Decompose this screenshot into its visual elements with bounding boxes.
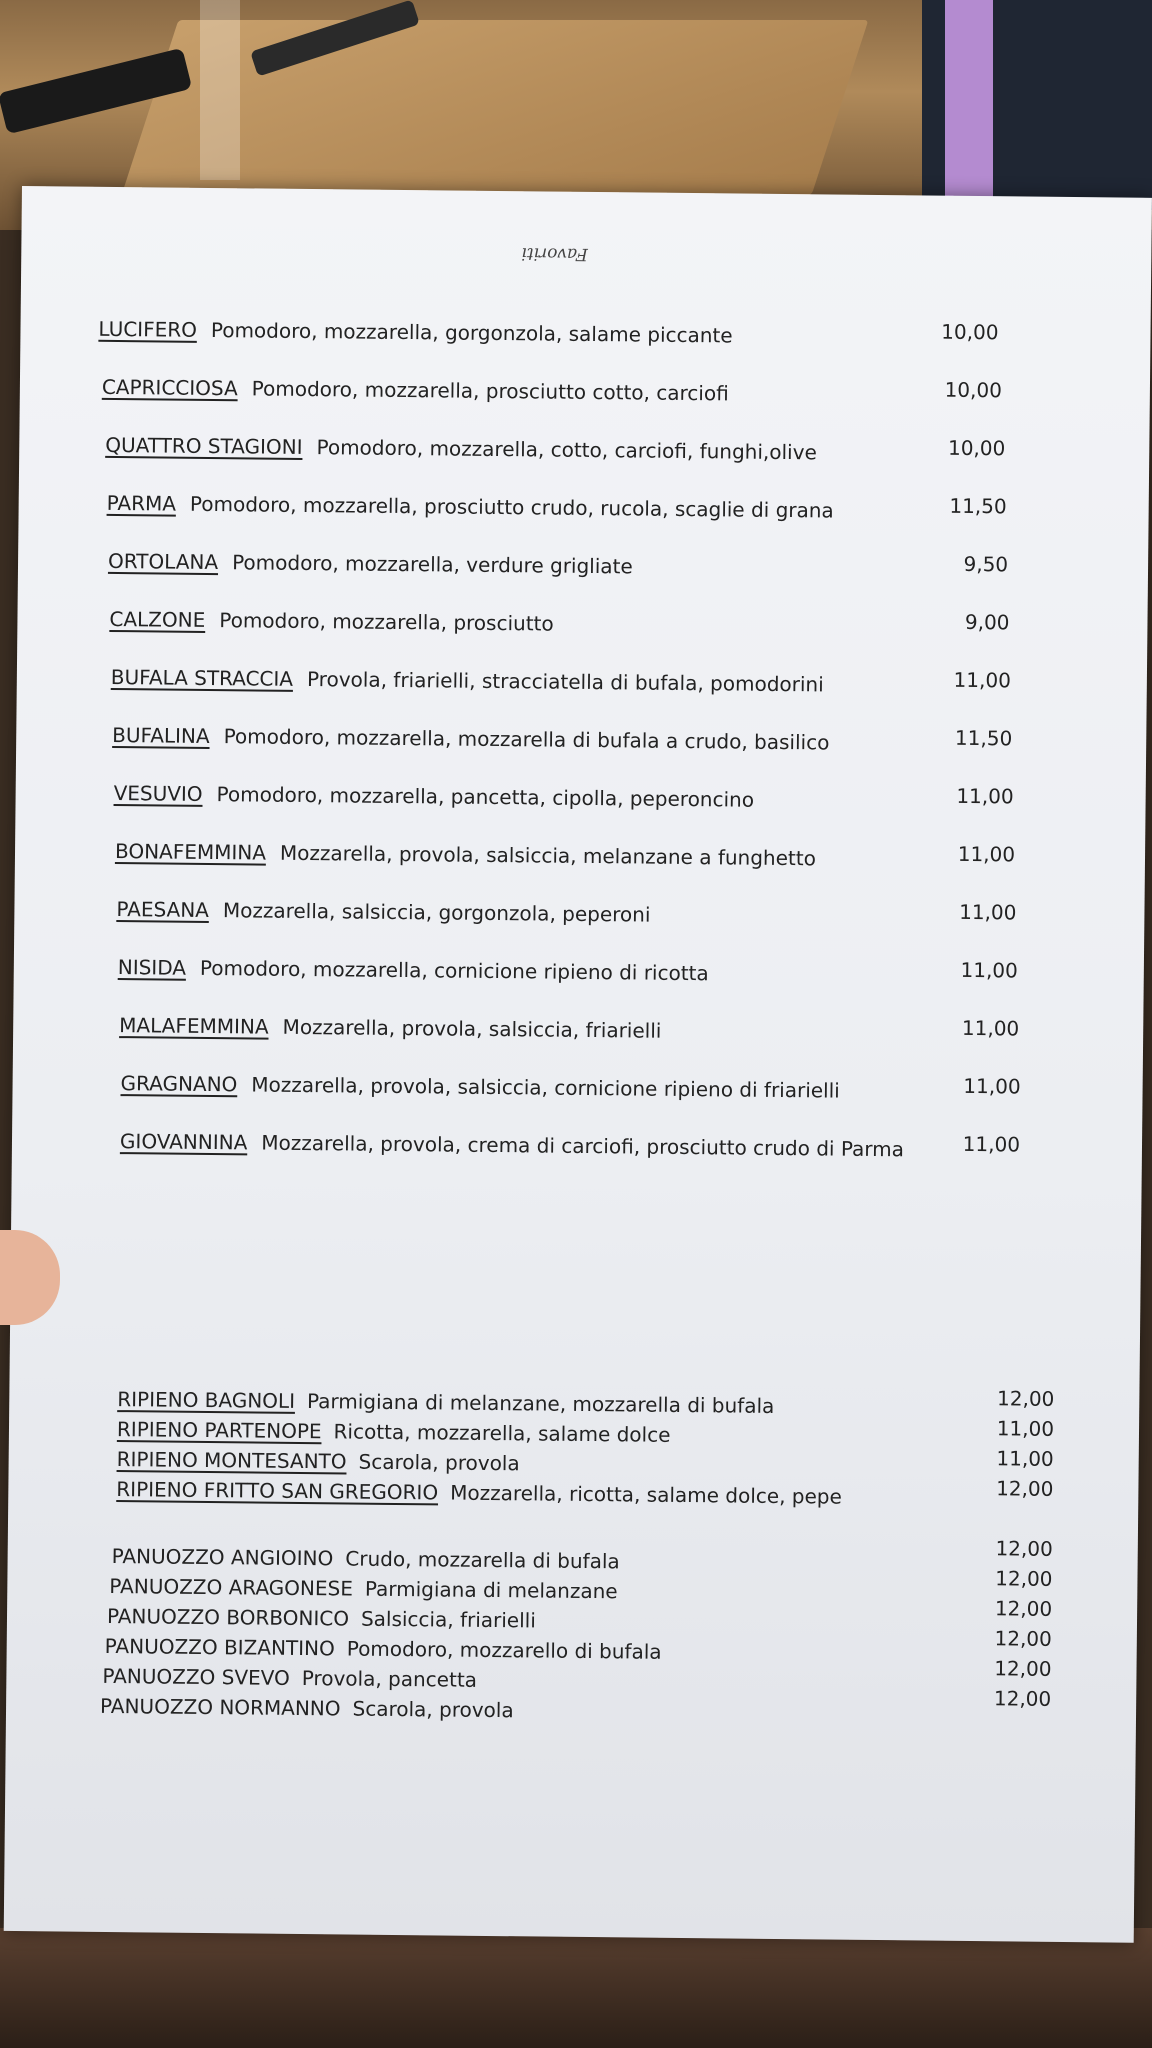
item-description: Pomodoro, mozzarella, cornicione ripieno di ricotta bbox=[199, 955, 709, 986]
item-description: Pomodoro, mozzarella, prosciutto crudo, rucola, scaglie di grana bbox=[189, 491, 834, 523]
item-description: Pomodoro, mozzarella, gorgonzola, salame piccante bbox=[210, 317, 733, 348]
item-price: 11,00 bbox=[961, 1015, 1020, 1041]
item-price: 12,00 bbox=[995, 1536, 1053, 1561]
item-name: MALAFEMMINA bbox=[119, 1013, 269, 1039]
item-name: RIPIENO MONTESANTO bbox=[116, 1447, 347, 1474]
item-price: 12,00 bbox=[996, 1386, 1055, 1411]
item-name: BUFALINA bbox=[112, 722, 210, 748]
item-name: PANUOZZO BIZANTINO bbox=[104, 1633, 335, 1661]
item-name: QUATTRO STAGIONI bbox=[105, 432, 303, 459]
list-item bbox=[107, 1604, 1007, 1637]
item-description: Pomodoro, mozzarella, mozzarella di bufala a crudo, basilico bbox=[223, 724, 830, 755]
menu-item bbox=[115, 839, 1075, 885]
item-description: Mozzarella, ricotta, salame dolce, pepe bbox=[450, 1480, 842, 1509]
item-name: VESUVIO bbox=[113, 780, 203, 806]
item-description: Provola, pancetta bbox=[301, 1666, 478, 1692]
menu-item bbox=[106, 491, 1066, 537]
item-name: PANUOZZO ANGIOINO bbox=[111, 1544, 334, 1571]
page-title: Favoriti bbox=[521, 243, 588, 264]
item-price: 11,00 bbox=[996, 1446, 1054, 1471]
item-price: 12,00 bbox=[994, 1626, 1052, 1651]
item-price: 11,00 bbox=[957, 841, 1016, 867]
list-item bbox=[117, 1447, 1017, 1480]
item-description: Pomodoro, mozzarella, prosciutto cotto, carciofi bbox=[251, 376, 729, 406]
item-price: 11,00 bbox=[959, 899, 1017, 925]
menu-item bbox=[116, 897, 1076, 943]
item-price: 12,00 bbox=[995, 1566, 1053, 1591]
item-price: 11,00 bbox=[953, 667, 1012, 693]
item-description: Parmigiana di melanzane bbox=[364, 1576, 618, 1604]
item-description: Mozzarella, provola, salsiccia, melanzane a funghetto bbox=[279, 840, 817, 871]
menu-item bbox=[120, 1071, 1080, 1117]
item-price: 11,00 bbox=[963, 1073, 1021, 1099]
floor-background bbox=[0, 1928, 1152, 2048]
item-description: Pomodoro, mozzarella, pancetta, cipolla, peperoncino bbox=[216, 782, 755, 812]
purple-object bbox=[945, 0, 993, 200]
list-item bbox=[112, 1544, 1012, 1577]
menu-item bbox=[98, 317, 1058, 363]
item-description: Ricotta, mozzarella, salame dolce bbox=[333, 1419, 671, 1447]
item-price: 11,00 bbox=[996, 1416, 1055, 1441]
item-name: CAPRICCIOSA bbox=[101, 374, 238, 401]
item-name: CALZONE bbox=[109, 606, 206, 632]
menu-item bbox=[119, 1013, 1079, 1059]
item-name: PANUOZZO NORMANNO bbox=[99, 1693, 341, 1721]
item-price: 12,00 bbox=[996, 1476, 1054, 1501]
item-name: BONAFEMMINA bbox=[114, 839, 267, 865]
item-description: Mozzarella, provola, salsiccia, friarielli bbox=[282, 1014, 662, 1043]
item-name: RIPIENO BAGNOLI bbox=[117, 1387, 296, 1413]
list-item bbox=[116, 1477, 1016, 1510]
menu-item bbox=[102, 375, 1062, 421]
list-item bbox=[117, 1417, 1017, 1450]
item-description: Mozzarella, provola, salsiccia, cornicione ripieno di friarielli bbox=[251, 1072, 840, 1103]
menu-item bbox=[109, 607, 1069, 653]
item-description: Mozzarella, salsiccia, gorgonzola, peperoni bbox=[222, 898, 651, 927]
item-price: 11,50 bbox=[949, 493, 1007, 519]
list-item bbox=[100, 1694, 1000, 1727]
list-item bbox=[117, 1387, 1017, 1420]
item-description: Pomodoro, mozzarella, verdure grigliate bbox=[232, 550, 633, 579]
item-name: ORTOLANA bbox=[107, 548, 219, 575]
item-price: 11,50 bbox=[954, 725, 1013, 751]
item-price: 10,00 bbox=[944, 377, 1003, 403]
item-price: 9,00 bbox=[964, 609, 1010, 635]
item-price: 12,00 bbox=[994, 1656, 1052, 1681]
item-description: Mozzarella, provola, crema di carciofi, prosciutto crudo di Parma bbox=[261, 1130, 905, 1162]
item-description: Pomodoro, mozzarello di bufala bbox=[346, 1636, 662, 1664]
item-price: 11,00 bbox=[962, 1131, 1021, 1157]
item-name: PANUOZZO BORBONICO bbox=[106, 1603, 350, 1631]
menu-item bbox=[118, 955, 1078, 1001]
item-name: RIPIENO PARTENOPE bbox=[116, 1417, 322, 1444]
item-price: 12,00 bbox=[993, 1686, 1052, 1711]
menu-sheet bbox=[4, 186, 1152, 1943]
menu-item bbox=[120, 1129, 1080, 1175]
item-price: 10,00 bbox=[941, 319, 999, 345]
item-name: PANUOZZO ARAGONESE bbox=[109, 1573, 354, 1601]
item-description: Crudo, mozzarella di bufala bbox=[345, 1546, 620, 1574]
item-price: 10,00 bbox=[947, 435, 1006, 461]
item-name: GRAGNANO bbox=[120, 1071, 238, 1097]
item-name: LUCIFERO bbox=[98, 316, 198, 342]
item-name: PANUOZZO SVEVO bbox=[102, 1663, 290, 1690]
item-description: Provola, friarielli, stracciatella di bufala, pomodorini bbox=[306, 667, 824, 697]
item-name: RIPIENO FRITTO SAN GREGORIO bbox=[116, 1477, 439, 1505]
item-price: 9,50 bbox=[963, 551, 1009, 577]
item-description: Scarola, provola bbox=[352, 1696, 514, 1723]
item-name: PAESANA bbox=[116, 897, 210, 922]
item-name: PARMA bbox=[106, 490, 177, 516]
item-description: Pomodoro, mozzarella, prosciutto bbox=[219, 608, 554, 636]
menu-item bbox=[112, 723, 1072, 769]
menu-item bbox=[113, 781, 1073, 827]
list-item bbox=[105, 1634, 1005, 1667]
acrylic-holder bbox=[200, 0, 240, 180]
menu-item bbox=[108, 549, 1068, 595]
item-price: 12,00 bbox=[994, 1596, 1053, 1621]
item-price: 11,00 bbox=[956, 783, 1014, 809]
list-item bbox=[109, 1574, 1009, 1607]
item-description: Salsiccia, friarielli bbox=[360, 1606, 536, 1633]
item-price: 11,00 bbox=[960, 957, 1018, 983]
item-name: BUFALA STRACCIA bbox=[110, 664, 294, 691]
menu-item bbox=[111, 665, 1071, 711]
item-name: GIOVANNINA bbox=[119, 1129, 248, 1155]
menu-item bbox=[105, 433, 1065, 479]
item-description: Parmigiana di melanzane, mozzarella di bufala bbox=[306, 1389, 775, 1418]
item-name: NISIDA bbox=[117, 955, 187, 980]
item-description: Pomodoro, mozzarella, cotto, carciofi, funghi,olive bbox=[316, 435, 817, 465]
list-item bbox=[102, 1664, 1002, 1697]
item-description: Scarola, provola bbox=[358, 1449, 520, 1476]
